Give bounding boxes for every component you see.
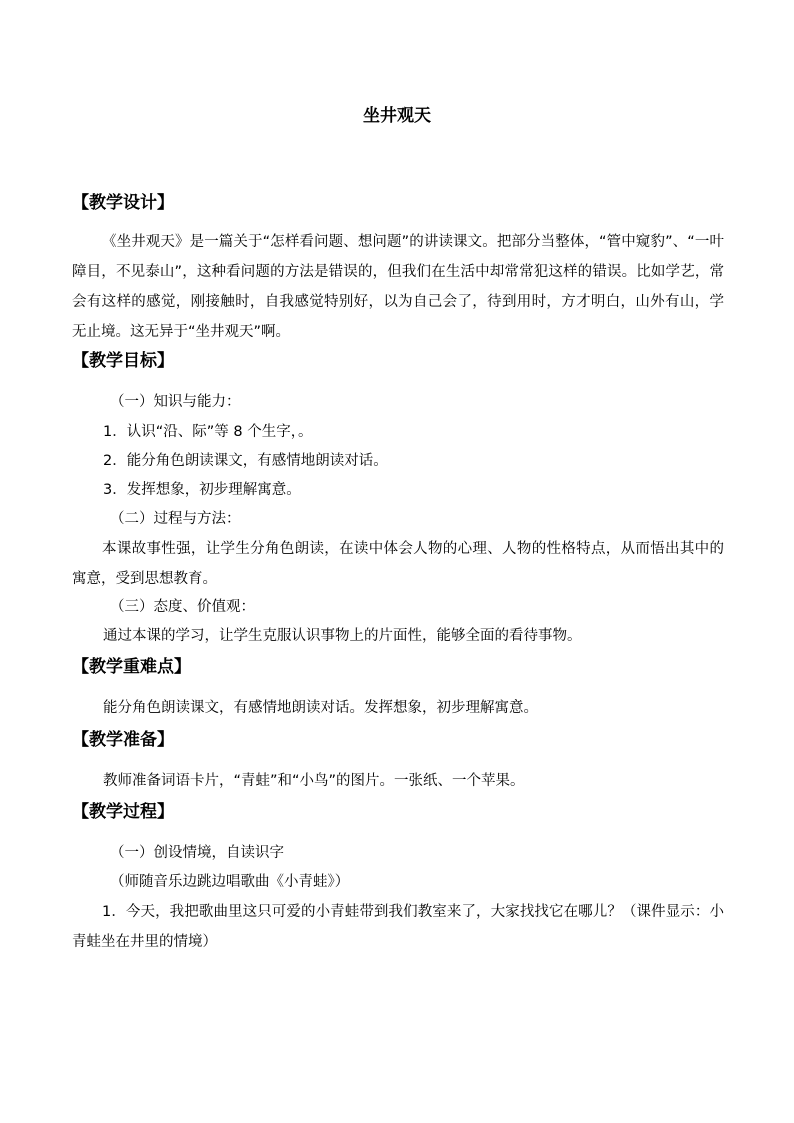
goals-item-2: 2．能分角色朗读课文，有感情地朗读对话。 [103, 453, 388, 469]
goals-attitude-line: 通过本课的学习，让学生克服认识事物上的片面性，能够全面的看待事物。 [103, 628, 582, 644]
goals-subheading-attitude: （三）态度、价值观： [110, 599, 255, 615]
process-paragraph-1: 1．今天，我把歌曲里这只可爱的小青蛙带到我们教室来了，大家找找它在哪儿？（课件显示：小青蛙坐在井里的情境） [72, 904, 724, 950]
goals-item-1: 1．认识“沿、际”等 8 个生字，。 [103, 424, 313, 440]
heading-teaching-goals: 【教学目标】 [72, 351, 174, 371]
goals-item-3: 3．发挥想象，初步理解寓意。 [103, 482, 301, 498]
goals-process-paragraph: 本课故事性强，让学生分角色朗读，在读中体会人物的心理、人物的性格特点，从而悟出其中的寓意，受到思想教育。 [72, 541, 724, 587]
heading-teaching-process: 【教学过程】 [72, 802, 174, 822]
key-points-line: 能分角色朗读课文，有感情地朗读对话。发挥想象，初步理解寓意。 [103, 700, 538, 716]
process-note: （师随音乐边跳边唱歌曲《小青蛙》） [110, 874, 350, 890]
heading-preparation: 【教学准备】 [72, 730, 174, 750]
heading-key-points: 【教学重难点】 [72, 657, 191, 677]
preparation-line: 教师准备词语卡片，“青蛙”和“小鸟”的图片。一张纸、一个苹果。 [103, 773, 525, 789]
goals-subheading-knowledge: （一）知识与能力： [110, 394, 241, 410]
page-title: 坐井观天 [363, 106, 431, 126]
goals-subheading-process: （二）过程与方法： [110, 511, 241, 527]
design-paragraph: 《坐井观天》是一篇关于“怎样看问题、想问题”的讲读课文。把部分当整体，“管中窥豹”、“一叶障目，不见泰山”，这种看问题的方法是错误的，但我们在生活中却常常犯这样的错误。比如学艺，常会有这样的感觉，刚接触时，自我感觉特别好，以为自己会了，待到用时，方才明白，山外有山，学无止境。这无异于“坐井观天”啊。 [72, 234, 724, 340]
process-subheading-1: （一）创设情境，自读识字 [110, 845, 284, 861]
heading-teaching-design: 【教学设计】 [72, 193, 174, 213]
